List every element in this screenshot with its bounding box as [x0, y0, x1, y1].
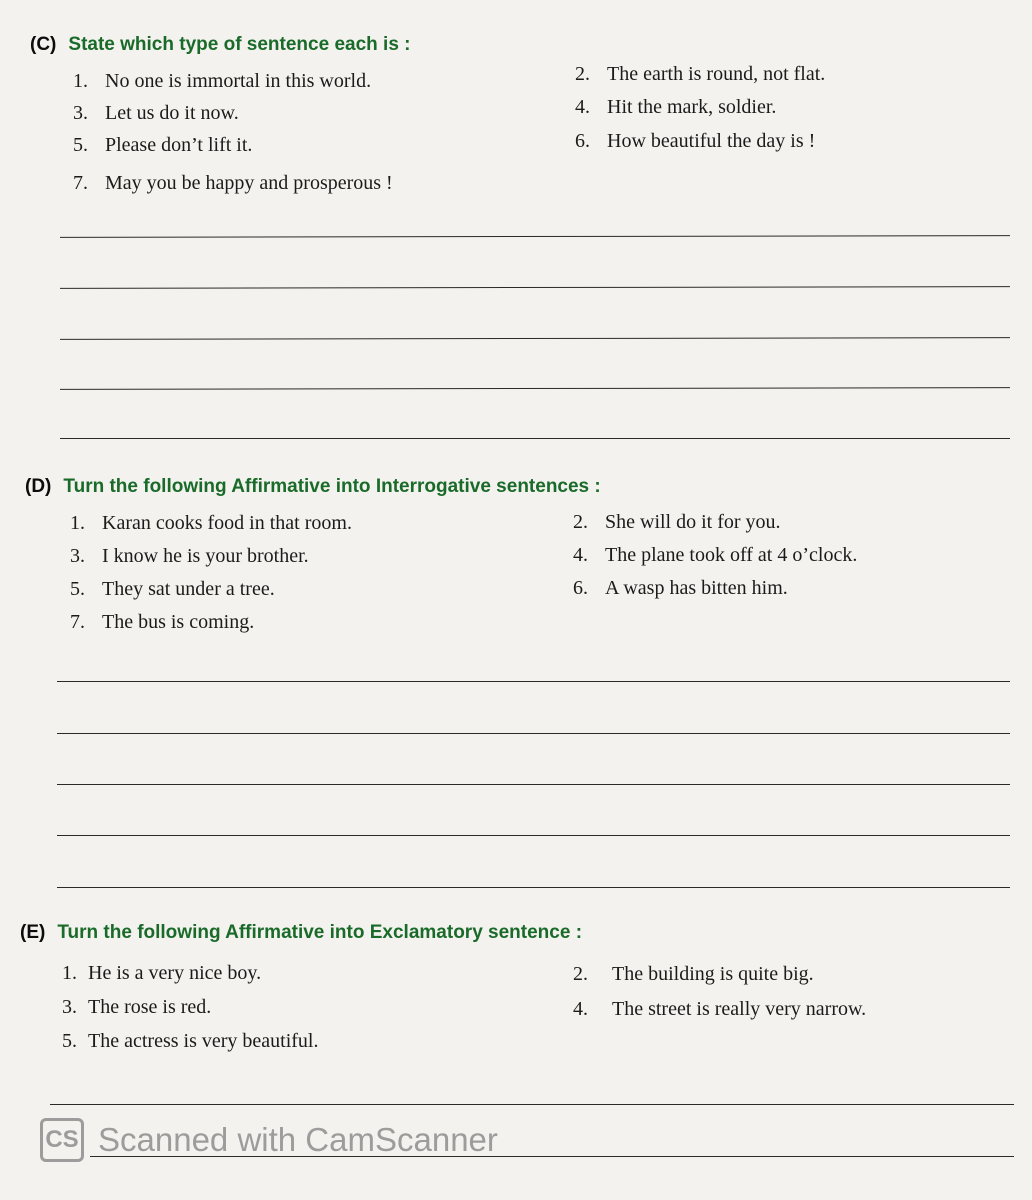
- item-text: Please don’t lift it.: [105, 134, 253, 156]
- list-item: [73, 102, 239, 125]
- item-number: 2.: [573, 963, 588, 985]
- answer-line[interactable]: [60, 235, 1010, 238]
- list-item: [62, 962, 261, 985]
- item-number: 1.: [62, 962, 77, 984]
- answer-line[interactable]: [57, 887, 1010, 888]
- item-text: The rose is red.: [88, 996, 212, 1018]
- section-c-label: (C): [30, 34, 57, 55]
- item-text: I know he is your brother.: [102, 545, 309, 567]
- item-number: 1.: [70, 512, 85, 534]
- list-item: [573, 544, 857, 567]
- item-text: He is a very nice boy.: [88, 962, 262, 984]
- item-text: The actress is very beautiful.: [88, 1030, 319, 1052]
- answer-line[interactable]: [60, 337, 1010, 340]
- item-number: 2.: [575, 63, 590, 85]
- camscanner-watermark: [40, 1118, 498, 1162]
- section-d-label: (D): [25, 476, 52, 497]
- list-item: [573, 511, 781, 534]
- item-number: 2.: [573, 511, 588, 533]
- item-number: 6.: [573, 577, 588, 599]
- list-item: [573, 998, 866, 1021]
- item-number: 5.: [73, 134, 88, 156]
- item-number: 3.: [70, 545, 85, 567]
- list-item: [62, 996, 211, 1019]
- list-item: [62, 1030, 318, 1053]
- section-e-label: (E): [20, 922, 46, 943]
- item-text: How beautiful the day is !: [607, 130, 816, 152]
- section-e-heading: [20, 922, 582, 944]
- list-item: [70, 611, 254, 634]
- answer-line[interactable]: [57, 835, 1010, 836]
- item-number: 1.: [73, 70, 88, 92]
- item-number: 4.: [573, 998, 588, 1020]
- item-text: Hit the mark, soldier.: [607, 96, 777, 118]
- answer-line[interactable]: [57, 733, 1010, 734]
- answer-line[interactable]: [60, 387, 1010, 390]
- item-number: 3.: [62, 996, 77, 1018]
- item-number: 7.: [73, 172, 88, 194]
- item-number: 3.: [73, 102, 88, 124]
- section-d-title: Turn the following Affirmative into Interrogative sentences :: [63, 476, 601, 497]
- item-number: 7.: [70, 611, 85, 633]
- item-text: They sat under a tree.: [102, 578, 275, 600]
- item-number: 4.: [575, 96, 590, 118]
- item-text: The plane took off at 4 o’clock.: [605, 544, 858, 566]
- list-item: [73, 172, 393, 195]
- answer-line[interactable]: [57, 681, 1010, 682]
- item-number: 6.: [575, 130, 590, 152]
- section-c-heading: [30, 34, 411, 56]
- list-item: [575, 63, 825, 86]
- item-text: A wasp has bitten him.: [605, 577, 788, 599]
- answer-line[interactable]: [60, 286, 1010, 289]
- list-item: [70, 545, 309, 568]
- answer-line[interactable]: [50, 1104, 1014, 1105]
- list-item: [73, 70, 371, 93]
- list-item: [575, 130, 815, 153]
- item-text: The earth is round, not flat.: [607, 63, 826, 85]
- answer-line[interactable]: [57, 784, 1010, 785]
- item-number: 5.: [62, 1030, 77, 1052]
- list-item: [575, 96, 776, 119]
- item-text: The bus is coming.: [102, 611, 255, 633]
- item-text: No one is immortal in this world.: [105, 70, 372, 92]
- bleed-through-text: [360, 305, 368, 335]
- answer-line[interactable]: [60, 438, 1010, 439]
- list-item: [73, 134, 252, 157]
- section-c-title: State which type of sentence each is :: [68, 34, 411, 55]
- item-text: Karan cooks food in that room.: [102, 512, 352, 534]
- item-text: Let us do it now.: [105, 102, 239, 124]
- item-text: She will do it for you.: [605, 511, 781, 533]
- item-text: The street is really very narrow.: [612, 998, 867, 1020]
- watermark-text: Scanned with CamScanner: [98, 1121, 498, 1158]
- item-text: May you be happy and prosperous !: [105, 172, 393, 194]
- item-number: 4.: [573, 544, 588, 566]
- item-number: 5.: [70, 578, 85, 600]
- list-item: [70, 512, 352, 535]
- item-text: The building is quite big.: [612, 963, 814, 985]
- section-e-title: Turn the following Affirmative into Exclamatory sentence :: [57, 922, 583, 943]
- list-item: [573, 963, 814, 986]
- list-item: [70, 578, 275, 601]
- section-d-heading: [25, 476, 601, 498]
- camscanner-logo-icon: CS: [40, 1118, 84, 1162]
- list-item: [573, 577, 788, 600]
